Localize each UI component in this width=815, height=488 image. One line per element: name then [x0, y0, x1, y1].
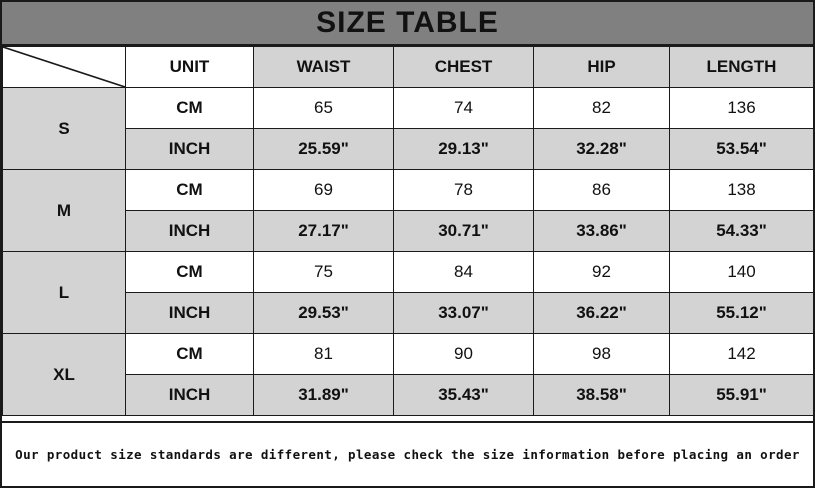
title-bar [2, 2, 813, 46]
table-row [3, 170, 814, 211]
size-label-xl: XL [3, 334, 126, 416]
unit-cm: CM [126, 88, 254, 129]
size-label-m: M [3, 170, 126, 252]
length-inch-m: 54.33" [670, 211, 814, 252]
length-inch-l: 55.12" [670, 293, 814, 334]
chest-cm-l: 84 [394, 252, 534, 293]
length-cm-xl: 142 [670, 334, 814, 375]
waist-inch-l: 29.53" [254, 293, 394, 334]
unit-cm: CM [126, 334, 254, 375]
waist-inch-m: 27.17" [254, 211, 394, 252]
header-length: LENGTH [670, 47, 814, 88]
chest-inch-s: 29.13" [394, 129, 534, 170]
table-header-row [3, 47, 814, 88]
length-inch-s: 53.54" [670, 129, 814, 170]
header-hip: HIP [534, 47, 670, 88]
hip-cm-xl: 98 [534, 334, 670, 375]
size-label-l: L [3, 252, 126, 334]
waist-cm-m: 69 [254, 170, 394, 211]
footer-note-text: Our product size standards are different, please check the size information before placing an order [15, 447, 800, 462]
chest-cm-xl: 90 [394, 334, 534, 375]
chest-cm-m: 78 [394, 170, 534, 211]
unit-inch: INCH [126, 129, 254, 170]
table-row [3, 252, 814, 293]
chest-cm-s: 74 [394, 88, 534, 129]
table-row [3, 334, 814, 375]
waist-cm-s: 65 [254, 88, 394, 129]
hip-inch-xl: 38.58" [534, 375, 670, 416]
unit-cm: CM [126, 170, 254, 211]
chest-inch-l: 33.07" [394, 293, 534, 334]
waist-cm-xl: 81 [254, 334, 394, 375]
hip-cm-s: 82 [534, 88, 670, 129]
hip-inch-l: 36.22" [534, 293, 670, 334]
header-waist: WAIST [254, 47, 394, 88]
chest-inch-m: 30.71" [394, 211, 534, 252]
chest-inch-xl: 35.43" [394, 375, 534, 416]
unit-cm: CM [126, 252, 254, 293]
header-unit: UNIT [126, 47, 254, 88]
hip-inch-s: 32.28" [534, 129, 670, 170]
unit-inch: INCH [126, 211, 254, 252]
footer-note-bar [2, 421, 813, 486]
size-label-s: S [3, 88, 126, 170]
length-cm-m: 138 [670, 170, 814, 211]
waist-inch-s: 25.59" [254, 129, 394, 170]
hip-cm-m: 86 [534, 170, 670, 211]
header-chest: CHEST [394, 47, 534, 88]
hip-cm-l: 92 [534, 252, 670, 293]
hip-inch-m: 33.86" [534, 211, 670, 252]
waist-cm-l: 75 [254, 252, 394, 293]
size-chart-table [2, 46, 814, 416]
diagonal-line-icon [3, 47, 125, 87]
length-cm-s: 136 [670, 88, 814, 129]
length-inch-xl: 55.91" [670, 375, 814, 416]
waist-inch-xl: 31.89" [254, 375, 394, 416]
corner-diagonal-cell [3, 47, 126, 88]
table-row [3, 88, 814, 129]
length-cm-l: 140 [670, 252, 814, 293]
unit-inch: INCH [126, 293, 254, 334]
unit-inch: INCH [126, 375, 254, 416]
page-title: SIZE TABLE [316, 6, 499, 39]
